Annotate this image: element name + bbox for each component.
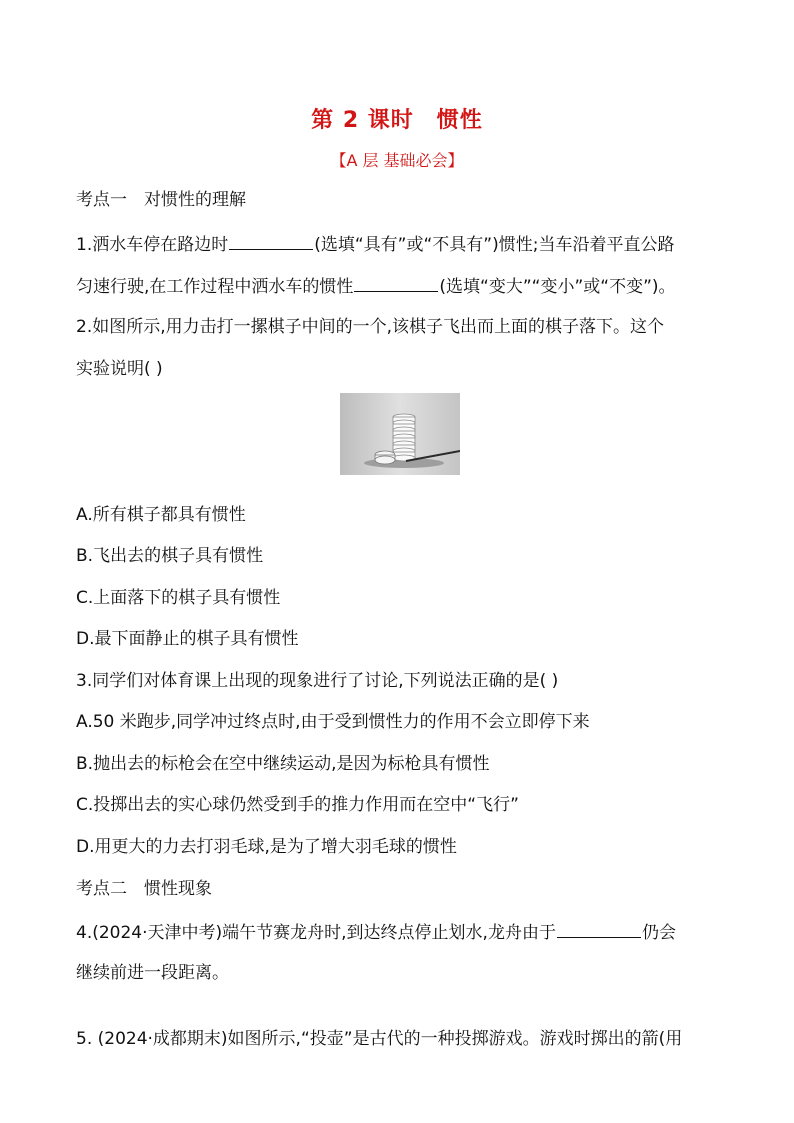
question-1-text-d: (选填“变大”“变小”或“不变”)。 xyxy=(439,277,676,297)
question-1-text-c: 匀速行驶,在工作过程中洒水车的惯性 xyxy=(76,277,354,297)
question-3-option-b[interactable]: B.抛出去的标枪会在空中继续运动,是因为标枪具有惯性 xyxy=(76,754,490,774)
checker-stack-illustration xyxy=(340,393,460,475)
section-heading-1: 考点一 对惯性的理解 xyxy=(76,190,246,210)
answer-blank[interactable] xyxy=(229,231,313,250)
question-2-stem-line-2: 实验说明( ) xyxy=(76,359,163,379)
question-2-option-c[interactable]: C.上面落下的棋子具有惯性 xyxy=(76,588,281,608)
question-2-stem-line-1: 2.如图所示,用力击打一摞棋子中间的一个,该棋子飞出而上面的棋子落下。这个 xyxy=(76,317,665,337)
answer-blank[interactable] xyxy=(557,919,641,938)
question-4-text-b: 仍会 xyxy=(641,923,676,943)
question-1-text-a: 1.洒水车停在路边时 xyxy=(76,235,229,255)
question-3-option-d[interactable]: D.用更大的力去打羽毛球,是为了增大羽毛球的惯性 xyxy=(76,837,457,857)
question-2-option-a[interactable]: A.所有棋子都具有惯性 xyxy=(76,505,246,525)
question-4-line-1 xyxy=(76,919,734,945)
checker-stack-figure xyxy=(340,393,460,475)
question-2-option-d[interactable]: D.最下面静止的棋子具有惯性 xyxy=(76,629,299,649)
question-3-stem: 3.同学们对体育课上出现的现象进行了讨论,下列说法正确的是( ) xyxy=(76,671,559,691)
question-3-option-c[interactable]: C.投掷出去的实心球仍然受到手的推力作用而在空中“飞行” xyxy=(76,795,519,815)
page-title: 第 2 课时 惯性 xyxy=(311,108,483,133)
section-heading-2: 考点二 惯性现象 xyxy=(76,879,212,899)
question-2-option-b[interactable]: B.飞出去的棋子具有惯性 xyxy=(76,546,264,566)
question-1-line-1 xyxy=(76,231,734,257)
question-3-option-a[interactable]: A.50 米跑步,同学冲过终点时,由于受到惯性力的作用不会立即停下来 xyxy=(76,712,590,732)
question-5-line-1: 5. (2024·成都期末)如图所示,“投壶”是古代的一种投掷游戏。游戏时掷出的箭(用 xyxy=(76,1029,683,1049)
level-label: 【A 层 基础必会】 xyxy=(330,151,464,170)
question-4-line-2: 继续前进一段距离。 xyxy=(76,963,229,983)
question-1-text-b: (选填“具有”或“不具有”)惯性;当车沿着平直公路 xyxy=(314,235,675,255)
question-1-line-2 xyxy=(76,273,734,299)
answer-blank[interactable] xyxy=(354,273,438,292)
question-4-text-a: 4.(2024·天津中考)端午节赛龙舟时,到达终点停止划水,龙舟由于 xyxy=(76,923,556,943)
